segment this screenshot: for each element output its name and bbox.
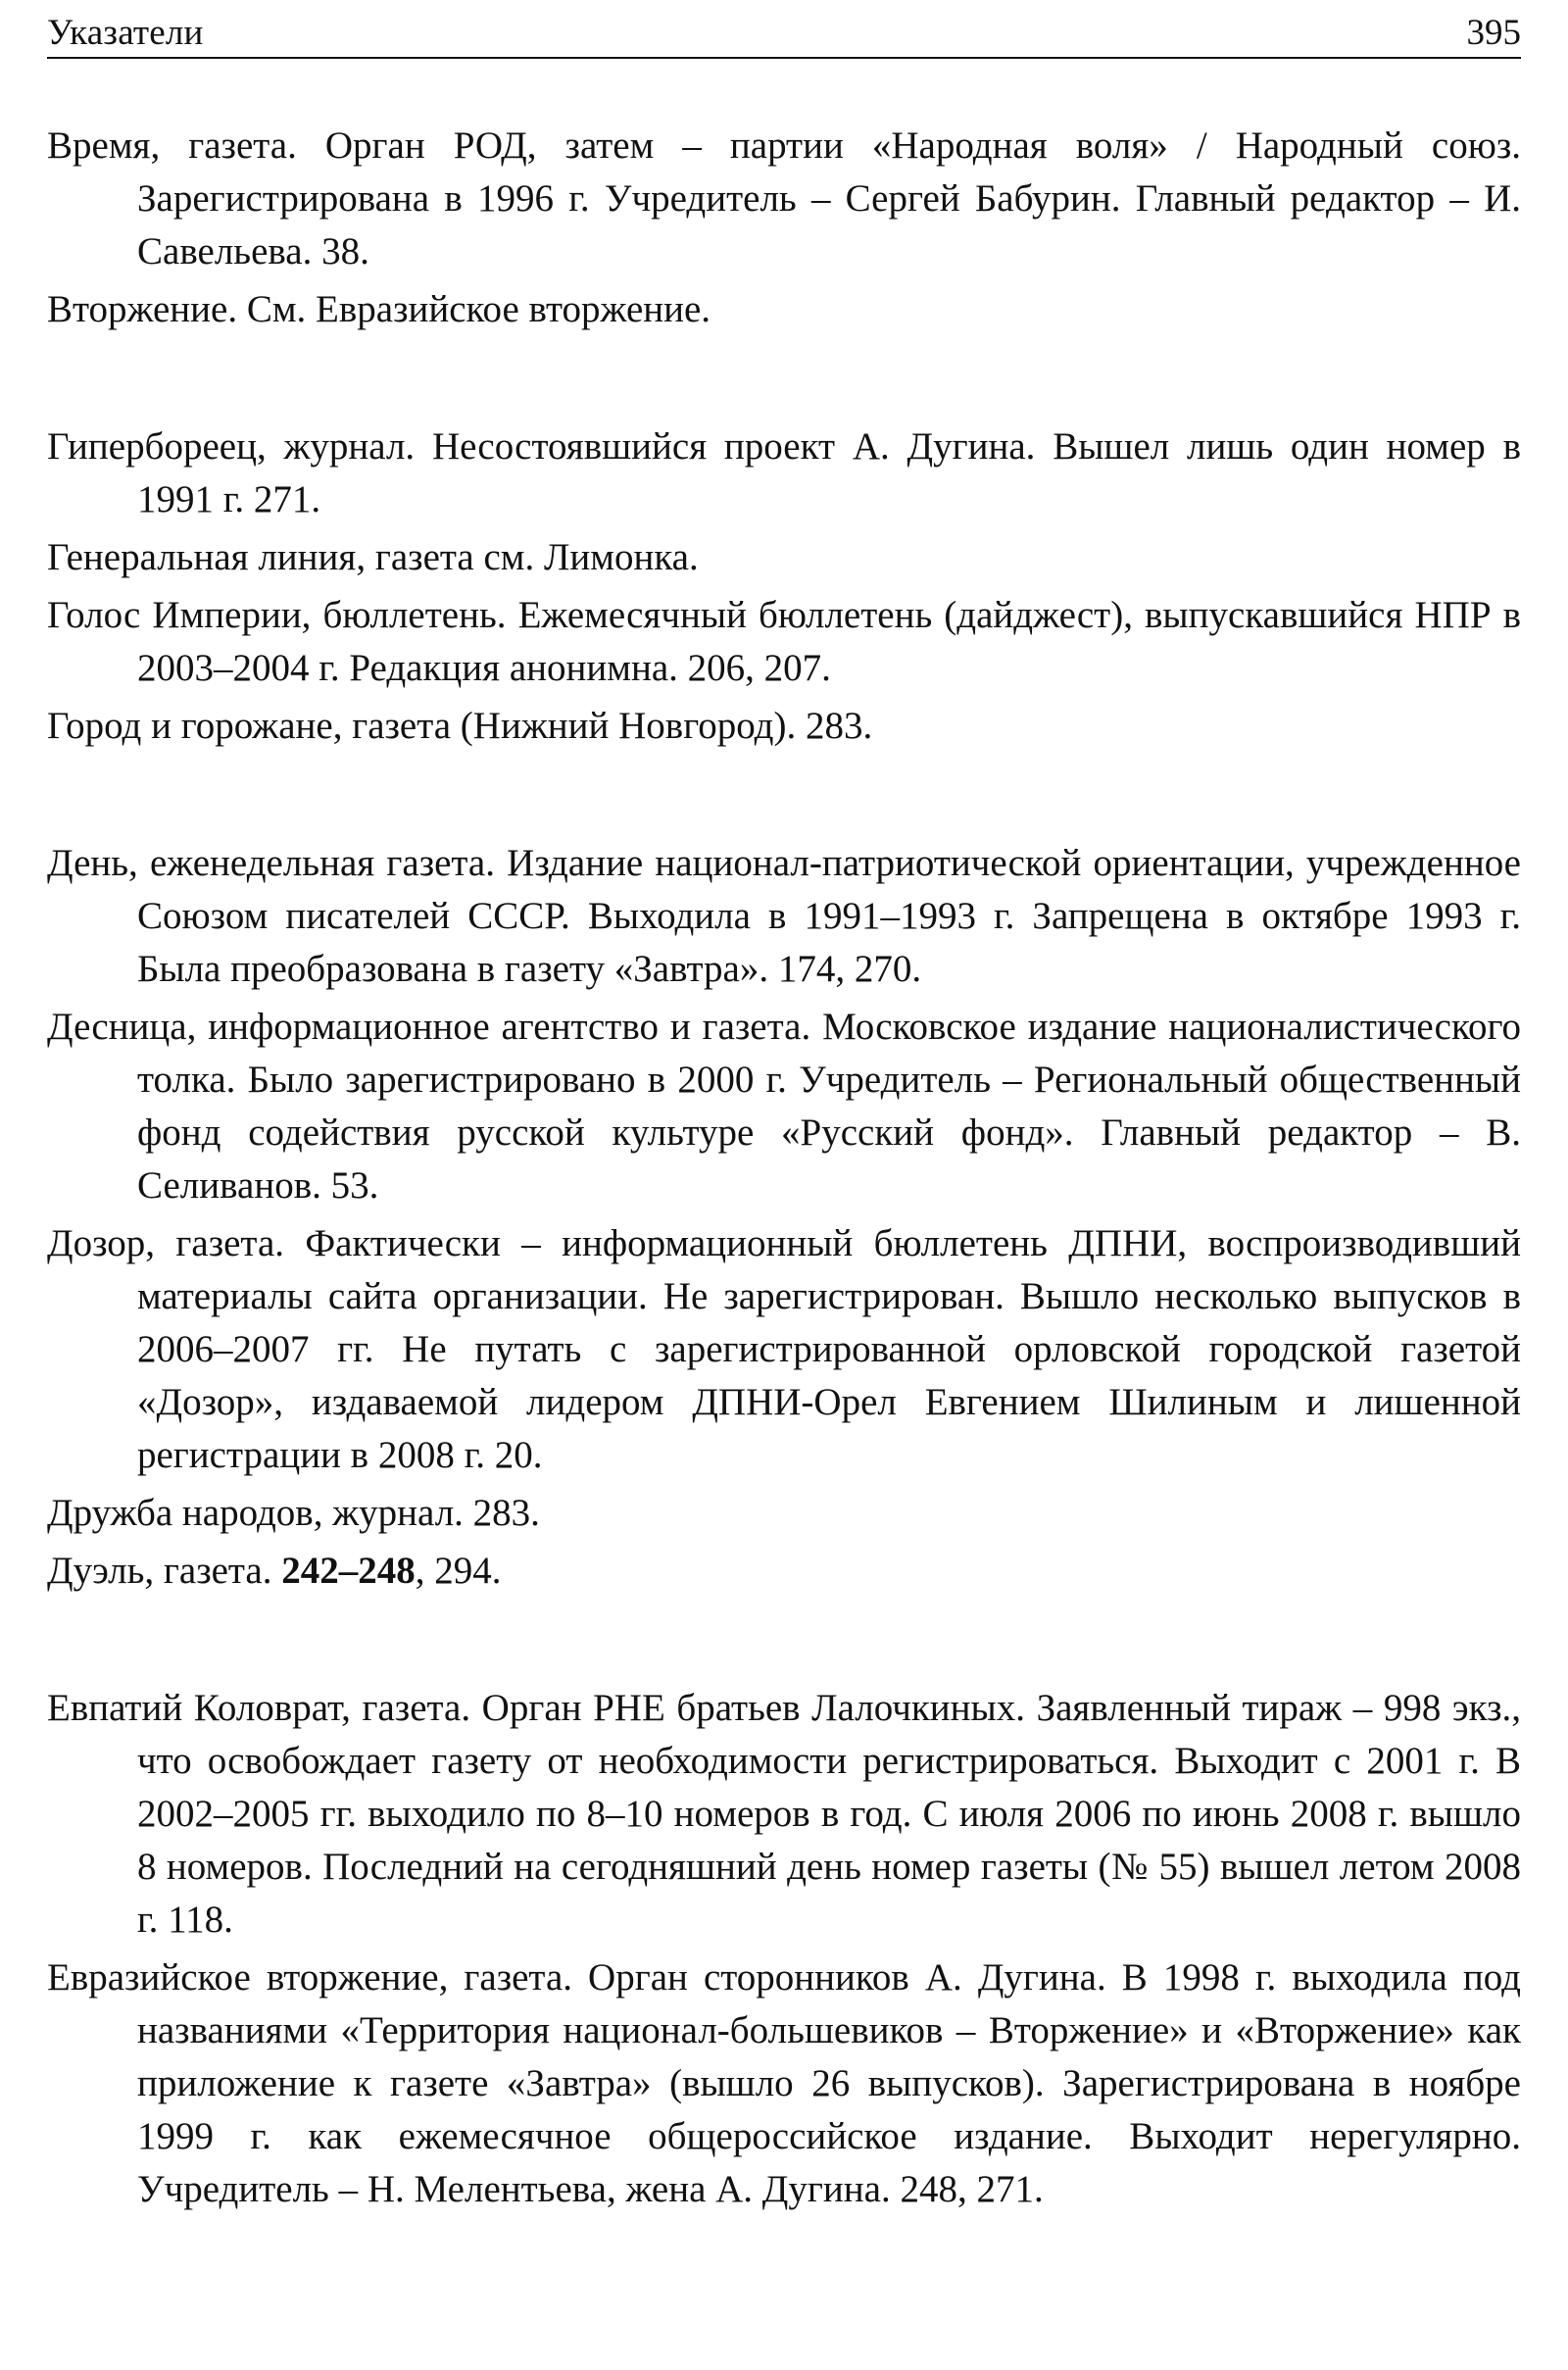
index-entry-generalnaya-liniya: Генеральная линия, газета см. Лимонка. [47,536,699,578]
index-entry-vtorzhenie: Вторжение. См. Евразийское вторжение. [47,288,711,330]
index-entry-giperboreets: Гипербореец, журнал. Несостоявшийся проект А. Дугина. Вышел лишь один номер в 1991 г. 271. [47,425,1521,520]
index-entry-desnitsa: Десница, информационное агентство и газета. Московское издание националистического толка. Было зарегистрировано в 2000 г. Учредитель – Региональный общественный фонд содействия русской культуре «Русский фонд». Главный редактор – В. Селиванов. 53. [47,1006,1521,1207]
bold-page-range: 242–248 [281,1550,416,1592]
section-title: Указатели [47,13,204,53]
index-entry-gorod-i-gorozhane: Город и горожане, газета (Нижний Новгород). 283. [47,705,873,747]
index-entry-golos-imperii: Голос Империи, бюллетень. Ежемесячный бюллетень (дайджест), выпускавшийся НПР в 2003–2004 г. Редакция анонимна. 206, 207. [47,594,1521,689]
page-number: 395 [1466,13,1521,53]
index-entry-vremya: Время, газета. Орган РОД, затем – партии «Народная воля» / Народный союз. Зарегистрирована в 1996 г. Учредитель – Сергей Бабурин. Главный редактор – И. Савельева. 38. [47,124,1521,272]
entry-text: Дуэль, газета. [47,1550,282,1592]
index-entry-evpatiy-kolovrat: Евпатий Коловрат, газета. Орган РНЕ братьев Лалочкиных. Заявленный тираж – 998 экз., что освобождает газету от необходимости регистрироваться. Выходит с 2001 г. В 2002–2005 гг. выходило по 8–10 номеров в год. С июля 2006 по июнь 2008 г. вышло 8 номеров. Последний на сегодняшний день номер газеты (№ 55) вышел летом 2008 г. 118. [47,1687,1521,1941]
index-entries [47,120,1521,2221]
index-entry-den: День, еженедельная газета. Издание национал-патриотической ориентации, учрежденное Союзом писателей СССР. Выходила в 1991–1993 г. Запрещена в октябре 1993 г. Была преобразована в газету «Завтра». 174, 270. [47,842,1521,990]
index-entry-druzhba-narodov: Дружба народов, журнал. 283. [47,1492,540,1534]
index-entry-evraziyskoe-vtorzhenie: Евразийское вторжение, газета. Орган сторонников А. Дугина. В 1998 г. выходила под названиями «Территория национал-большевиков – Вторжение» и «Вторжение» как приложение к газете «Завтра» (вышло 26 выпусков). Зарегистрирована в ноябре 1999 г. как ежемесячное общероссийское издание. Выходит нерегулярно. Учредитель – Н. Мелентьева, жена А. Дугина. 248, 271. [47,1956,1521,2210]
index-entry-duel [47,1545,1521,1598]
entry-text-tail: , 294. [415,1550,502,1592]
index-page [47,0,1521,2370]
running-header [47,6,1521,59]
index-entry-dozor: Дозор, газета. Фактически – информационный бюллетень ДПНИ, воспроизводивший материалы сайта организации. Не зарегистрирован. Вышло несколько выпусков в 2006–2007 гг. Не путать с зарегистрированной орловской городской газетой «Дозор», издаваемой лидером ДПНИ-Орел Евгением Шилиным и лишенной регистрации в 2008 г. 20. [47,1222,1521,1476]
